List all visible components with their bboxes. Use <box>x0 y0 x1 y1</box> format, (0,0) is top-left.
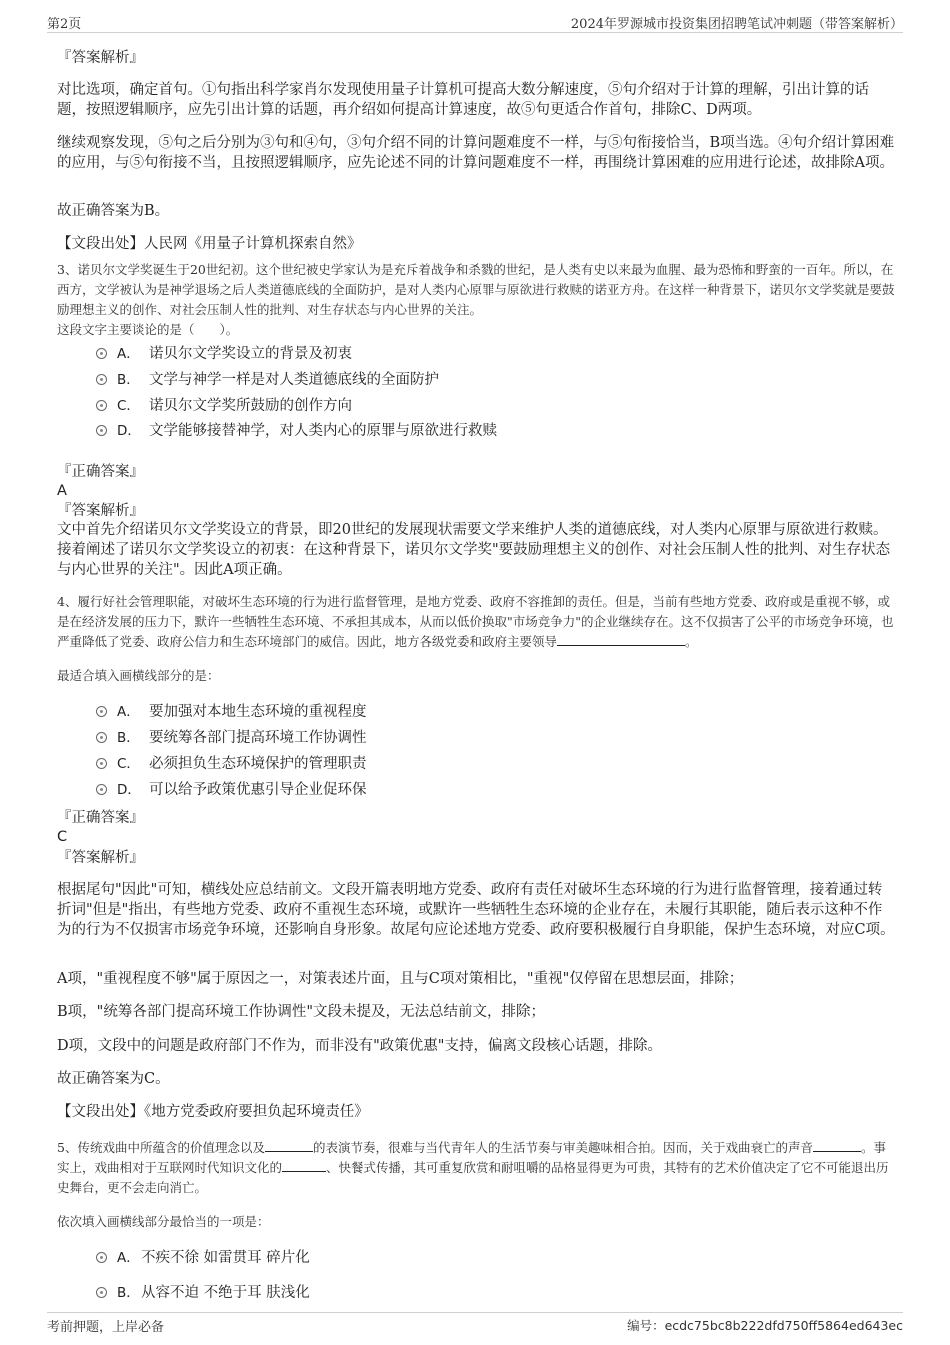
radio-icon[interactable] <box>96 706 107 717</box>
q3-option-c[interactable] <box>96 396 352 416</box>
q5-stem <box>57 1138 895 1198</box>
radio-icon[interactable] <box>96 348 107 359</box>
q5-stem-part: 5、传统戏曲中所蕴含的价值理念以及 <box>57 1140 265 1155</box>
q4-analysis-para3: B项，"统筹各部门提高环境工作协调性"文段未提及，无法总结前文，排除； <box>57 1004 545 1020</box>
q3-answer-label: 『正确答案』 <box>57 464 144 480</box>
q3-answer: A <box>57 483 67 499</box>
q3-question: 这段文字主要谈论的是（ ）。 <box>57 322 239 337</box>
option-key: C． <box>117 398 140 414</box>
q3-stem: 3、诺贝尔文学奖诞生于20世纪初。这个世纪被史学家认为是充斥着战争和杀戮的世纪，是人类有史以来最为血腥、最为恐怖和野蛮的一百年。所以，在西方，文学被认为是神学退场之后人类道德底线的全面防护，是对人类内心原罪与原欲进行救赎的诺亚方舟。在这样一种背景下，诺贝尔文学奖就是要鼓励理想主义的创作、对社会压制人性的批判、对生存状态与内心世界的关注。 <box>57 262 895 317</box>
option-text: 要加强对本地生态环境的重视程度 <box>149 704 367 720</box>
q2-conclusion: 故正确答案为B。 <box>57 203 170 219</box>
answer-blank <box>813 1139 861 1152</box>
option-key: D． <box>117 423 141 439</box>
q5-stem-part: 、快餐式传播，其可重复欣赏和耐咀嚼的品格显得更为可贵，其特有的艺术价值决定了它不可能退出历史舞台，更不会走向消亡。 <box>57 1160 889 1195</box>
answer-blank <box>282 1159 326 1172</box>
page-footer <box>47 1312 903 1337</box>
option-key: B． <box>117 372 140 388</box>
option-text: 从容不迫 不绝于耳 肤浅化 <box>141 1285 310 1301</box>
answer-blank <box>265 1139 313 1152</box>
q4-stem-end: 。 <box>685 634 698 649</box>
radio-icon[interactable] <box>96 400 107 411</box>
radio-icon[interactable] <box>96 732 107 743</box>
q3-analysis-label: 『答案解析』 <box>57 503 144 519</box>
q3-option-d[interactable] <box>96 421 497 441</box>
footer-slogan: 考前押题，上岸必备 <box>47 1320 165 1335</box>
document-title: 2024年罗源城市投资集团招聘笔试冲刺题（带答案解析） <box>570 17 903 32</box>
option-text: 文学能够接替神学，对人类内心的原罪与原欲进行救赎 <box>149 423 497 439</box>
answer-blank <box>557 633 685 646</box>
option-text: 必须担负生态环境保护的管理职责 <box>149 756 367 772</box>
q4-option-d[interactable] <box>96 780 367 800</box>
page-number: 第2页 <box>47 17 82 32</box>
q4-analysis-para1: 根据尾句"因此"可知，横线处应总结前文。文段开篇表明地方党委、政府有责任对破坏生态环境的行为进行监督管理，接着通过转折词"但是"指出，有些地方党委、政府不重视生态环境，或默许一些牺牲生态环境的企业存在，未履行其职能，随后表示这种不作为的行为不仅损害市场竞争环境，还影响自身形象。故尾句应论述地方党委、政府要积极履行自身职能，保护生态环境，对应C项。 <box>57 882 895 938</box>
option-key: B． <box>117 1285 140 1301</box>
option-key: C． <box>117 756 140 772</box>
radio-icon[interactable] <box>96 374 107 385</box>
q3-option-a[interactable] <box>96 344 352 364</box>
q2-analysis-label: 『答案解析』 <box>57 50 144 66</box>
option-key: B． <box>117 730 140 746</box>
option-key: D． <box>117 782 141 798</box>
q4-analysis-label: 『答案解析』 <box>57 850 144 866</box>
option-key: A． <box>117 346 140 362</box>
footer-document-id: 编号：ecdc75bc8b222dfd750ff5864ed643ec <box>627 1318 903 1333</box>
radio-icon[interactable] <box>96 784 107 795</box>
radio-icon[interactable] <box>96 425 107 436</box>
q5-stem-part: 的表演节奏，很难与当代青年人的生活节奏与审美趣味相合拍。因而，关于戏曲衰亡的声音 <box>312 1140 813 1155</box>
q4-question: 最适合填入画横线部分的是： <box>57 668 220 683</box>
option-key: A． <box>117 1250 140 1266</box>
q4-option-c[interactable] <box>96 754 367 774</box>
page-header <box>47 10 903 33</box>
radio-icon[interactable] <box>96 1287 107 1298</box>
q4-answer: C <box>57 829 68 845</box>
q2-analysis-para1: 对比选项，确定首句。①句指出科学家肖尔发现使用量子计算机可提高大数分解速度，⑤句介绍对于计算的理解，引出计算的话题，按照逻辑顺序，应先引出计算的话题，再介绍如何提高计算速度，故⑤句更适合作首句，排除C、D两项。 <box>57 82 869 118</box>
option-text: 文学与神学一样是对人类道德底线的全面防护 <box>149 372 439 388</box>
q4-stem <box>57 592 895 652</box>
q5-option-a[interactable] <box>96 1248 310 1268</box>
q4-answer-label: 『正确答案』 <box>57 810 144 826</box>
q4-analysis-para4: D项，文段中的问题是政府部门不作为，而非没有"政策优惠"支持，偏离文段核心话题，排除。 <box>57 1038 662 1054</box>
q4-conclusion: 故正确答案为C。 <box>57 1071 170 1087</box>
option-text: 诺贝尔文学奖设立的背景及初衷 <box>149 346 352 362</box>
q4-option-b[interactable] <box>96 728 367 748</box>
q4-option-a[interactable] <box>96 702 367 722</box>
q2-source: 【文段出处】人民网《用量子计算机探索自然》 <box>57 236 362 252</box>
q5-option-b[interactable] <box>96 1283 310 1303</box>
q3-analysis: 文中首先介绍诺贝尔文学奖设立的背景，即20世纪的发展现状需要文学来维护人类的道德底线，对人类内心原罪与原欲进行救赎。接着阐述了诺贝尔文学奖设立的初衷：在这种背景下，诺贝尔文学奖"要鼓励理想主义的创作、对社会压制人性的批判、对生存状态与内心世界的关注"。因此A项正确。 <box>57 522 891 578</box>
q3-option-b[interactable] <box>96 370 439 390</box>
option-text: 可以给予政策优惠引导企业促环保 <box>149 782 367 798</box>
radio-icon[interactable] <box>96 758 107 769</box>
q5-question: 依次填入画横线部分最恰当的一项是： <box>57 1214 270 1229</box>
q4-source: 【文段出处】《地方党委政府要担负起环境责任》 <box>57 1104 369 1120</box>
option-text: 诺贝尔文学奖所鼓励的创作方向 <box>149 398 352 414</box>
q4-analysis-para2: A项，"重视程度不够"属于原因之一，对策表述片面，且与C项对策相比，"重视"仅停留在思想层面，排除； <box>57 971 744 987</box>
option-text: 要统筹各部门提高环境工作协调性 <box>149 730 367 746</box>
q5-stem-part: 。事实上，戏曲相对于互联网时代知识文化的 <box>57 1140 886 1175</box>
radio-icon[interactable] <box>96 1252 107 1263</box>
q4-stem-text: 4、履行好社会管理职能，对破坏生态环境的行为进行监督管理，是地方党委、政府不容推卸的责任。但是，当前有些地方党委、政府或是重视不够，或是在经济发展的压力下，默许一些牺牲生态环境、不承担其成本，从而以低价换取"市场竞争力"的企业继续存在。这不仅损害了公平的市场竞争环境，也严重降低了党委、政府公信力和生态环境部门的威信。因此，地方各级党委和政府主要领导 <box>57 594 894 649</box>
q2-analysis-para2: 继续观察发现，⑤句之后分别为③句和④句，③句介绍不同的计算问题难度不一样，与⑤句衔接恰当，B项当选。④句介绍计算困难的应用，与⑤句衔接不当，且按照逻辑顺序，应先论述不同的计算问题难度不一样，再围绕计算困难的应用进行论述，故排除A项。 <box>57 135 895 171</box>
option-text: 不疾不徐 如雷贯耳 碎片化 <box>141 1250 310 1266</box>
option-key: A． <box>117 704 140 720</box>
